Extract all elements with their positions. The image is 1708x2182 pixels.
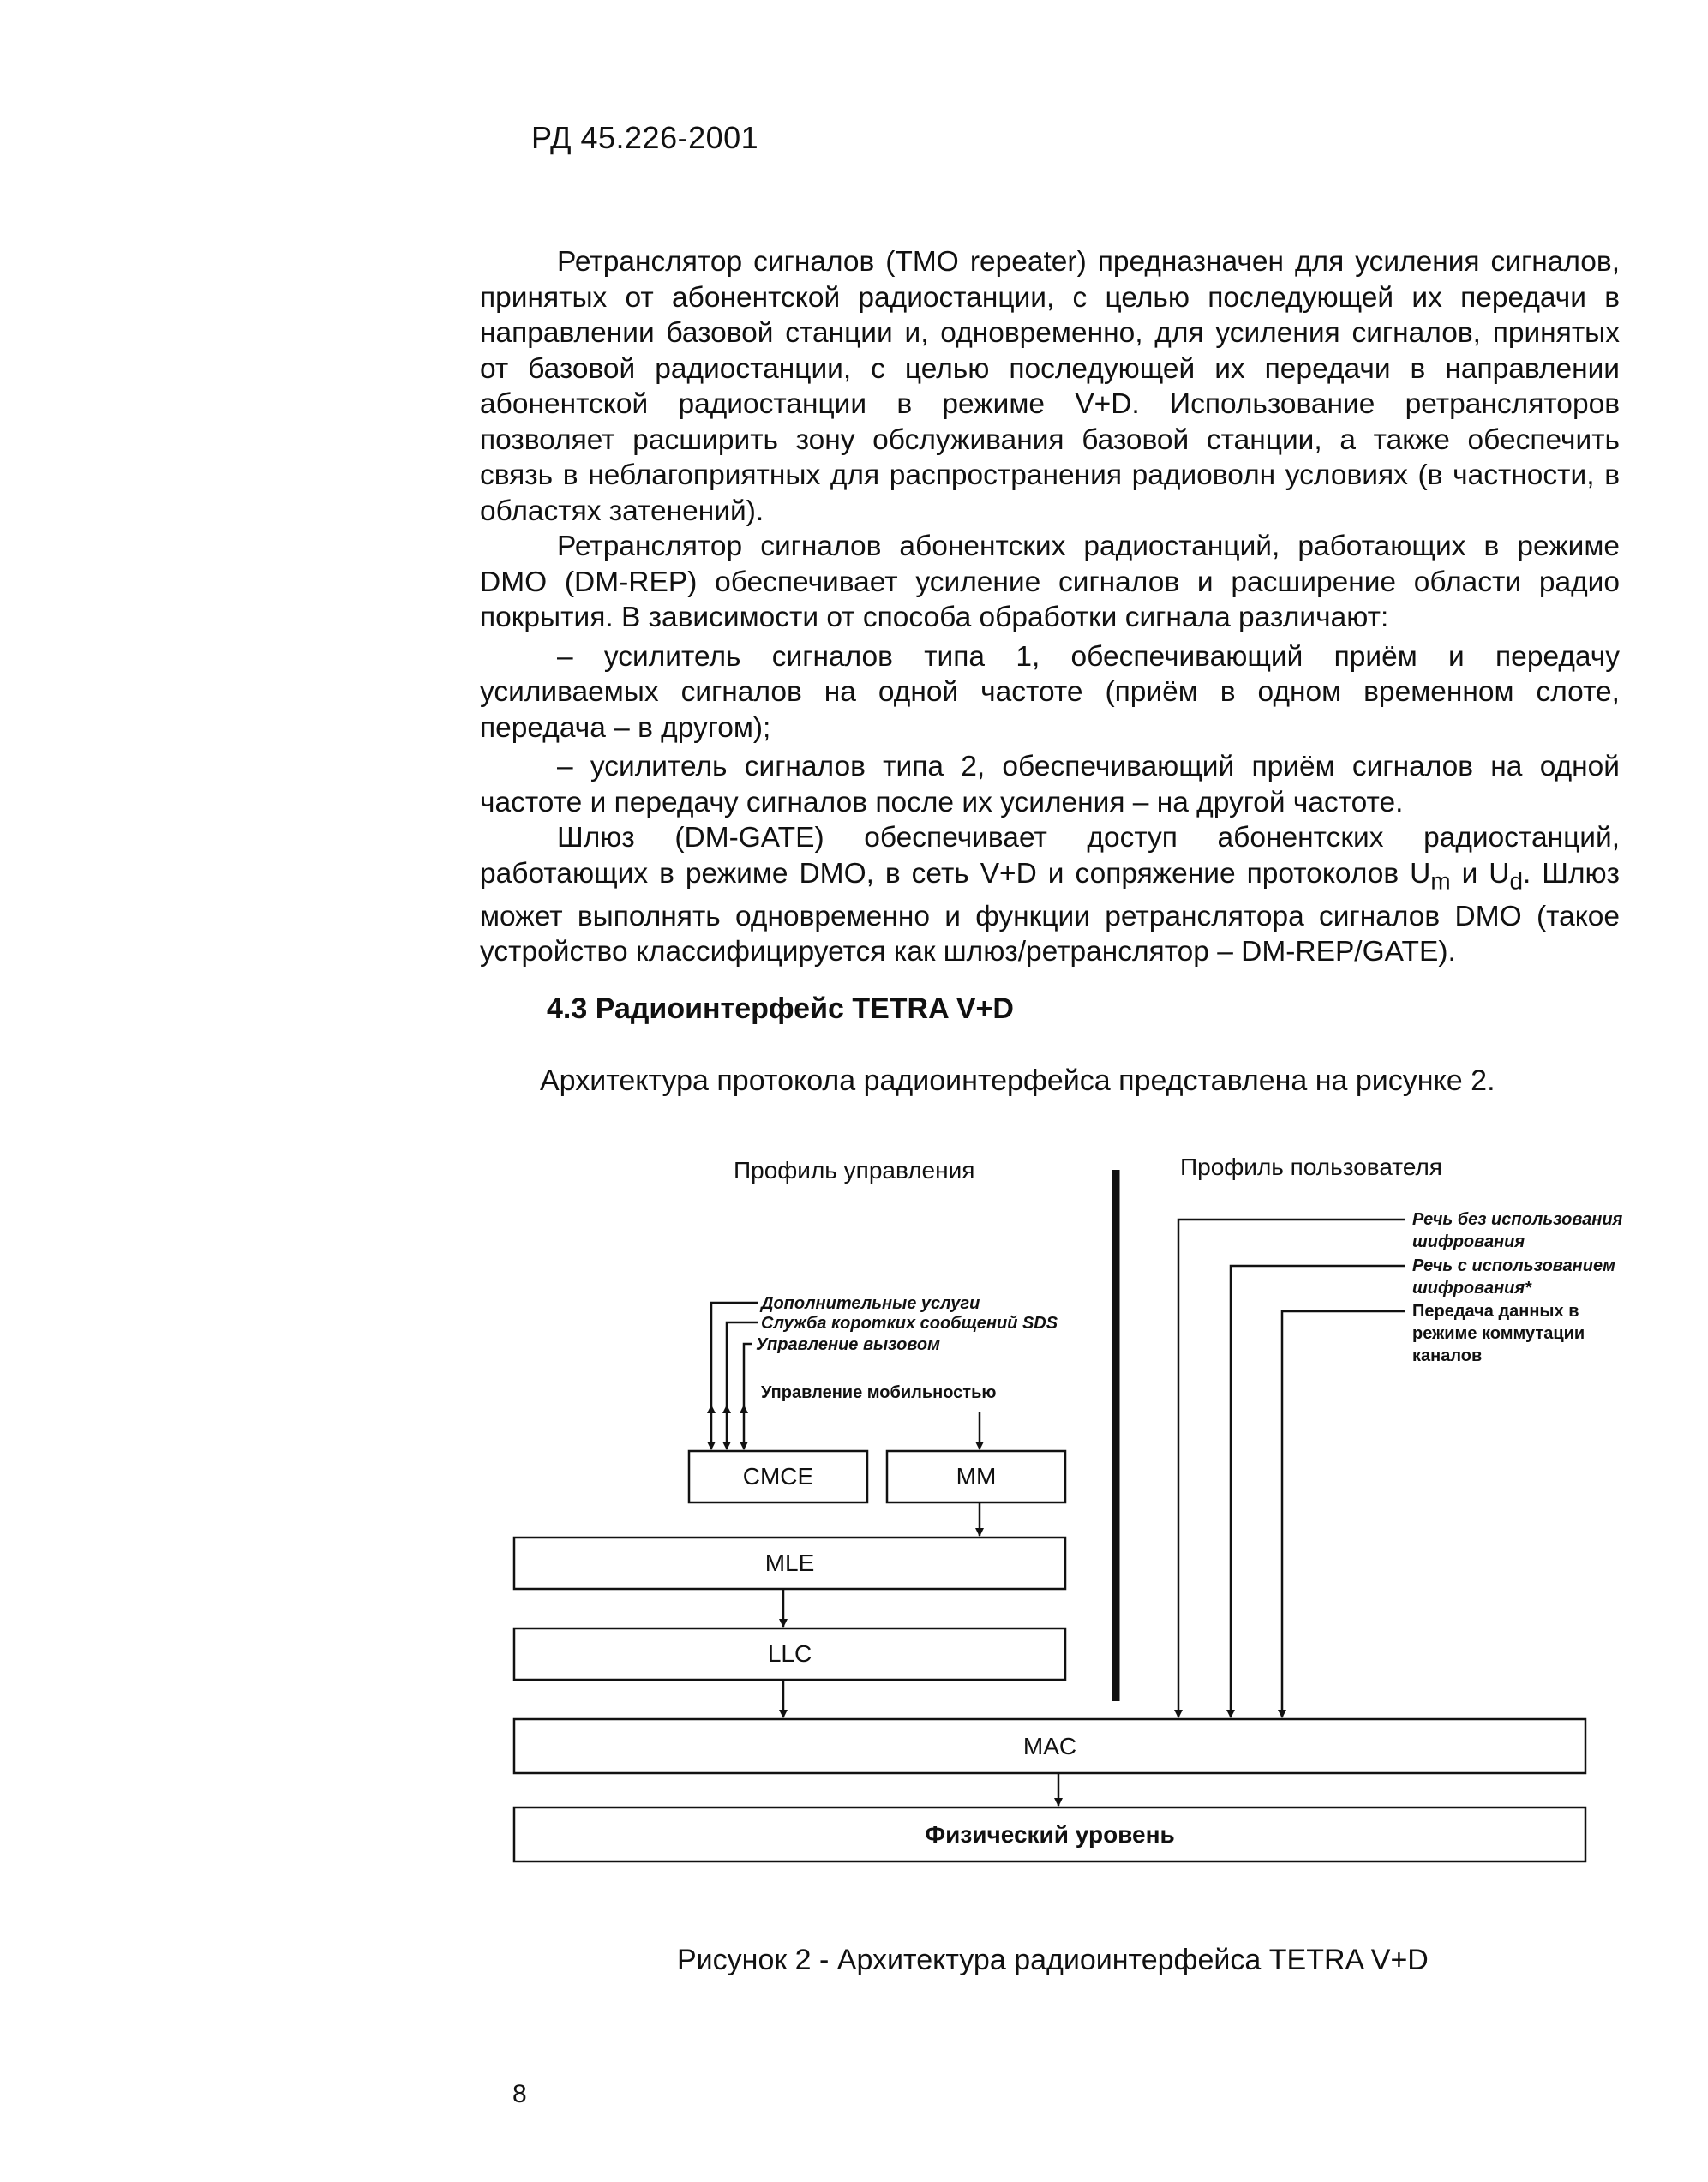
body-text	[480, 244, 1620, 970]
paragraph-dm-gate	[480, 820, 1620, 970]
gate-sub-m: m	[1430, 867, 1451, 895]
control-profile-title: Профиль управления	[734, 1157, 975, 1184]
service-mobility: Управление мобильностью	[761, 1383, 997, 1402]
user-service-encrypted-speech: Речь с использованием шифрования*	[1412, 1256, 1615, 1298]
phy-label: Физический уровень	[925, 1820, 1175, 1848]
arrow-circuit-data	[1282, 1311, 1405, 1717]
page-number: 8	[512, 2080, 527, 2108]
paragraph-dm-rep: Ретранслятор сигналов абонентских радиостанций, работающих в режиме DMO (DM-REP) обеспечивает усиление сигналов и расширение области радио покрытия. В зависимости от способа обработки сигнала различают:	[480, 531, 1620, 633]
service-sds: Служба коротких сообщений SDS	[761, 1314, 1058, 1333]
gate-text-1: Шлюз (DM-GATE) обеспечивает доступ абонентских радиостанций, работающих в режиме DMO, в сеть V+D и сопряжение протоколов U	[480, 822, 1620, 890]
llc-label: LLC	[767, 1640, 812, 1667]
paragraph-tmo-repeater: Ретранслятор сигналов (TMO repeater) предназначен для усиления сигналов, принятых от абонентской радиостанции, с целью последующей их передачи в направлении базовой станции и, одновременно, для усиления сигналов, принятых от базовой радиостанции, с целью последующей их передачи в направлении абонентской радиостанции в режиме V+D. Использование ретрансляторов позволяет расширить зону обслуживания базовой станции, а также обеспечить связь в неблагоприятных для распространения радиоволн условиях (в частности, в областях затенений).	[480, 246, 1620, 527]
arrow-supplementary	[711, 1303, 758, 1406]
document-header: РД 45.226-2001	[531, 120, 759, 155]
gate-sub-d: d	[1509, 867, 1523, 895]
service-supplementary: Дополнительные услуги	[761, 1294, 980, 1313]
arrow-sds	[727, 1322, 758, 1406]
architecture-figure	[480, 1140, 1654, 1928]
arrow-clear-speech	[1178, 1220, 1405, 1717]
section-heading: 4.3 Радиоинтерфейс TETRA V+D	[547, 992, 1014, 1025]
cmce-label: CMCE	[742, 1463, 814, 1490]
gate-text-3: . Шлюз может выполнять одновременно и функции ретранслятора сигналов DMO (такое устройство классифицируется как шлюз/ретранслятор – DM-REP/GATE).	[480, 857, 1620, 968]
list-item-type1: – усилитель сигналов типа 1, обеспечивающий приём и передачу усиливаемых сигналов на одной частоте (приём в одном временном слоте, передача – в другом);	[480, 640, 1620, 744]
service-call-control: Управление вызовом	[756, 1335, 940, 1354]
user-service-circuit-data: Передача данных в режиме коммутации каналов	[1412, 1302, 1585, 1365]
figure-caption: Рисунок 2 - Архитектура радиоинтерфейса TETRA V+D	[677, 1944, 1429, 1976]
mac-label: MAC	[1022, 1732, 1077, 1759]
gate-text-2: и U	[1450, 857, 1510, 890]
mle-label: MLE	[764, 1550, 815, 1576]
arrow-encrypted-speech	[1231, 1266, 1405, 1717]
mm-label: MM	[956, 1463, 997, 1490]
arrow-call-control	[744, 1344, 752, 1406]
list-item-type2: – усилитель сигналов типа 2, обеспечивающий приём сигналов на одной частоте и передачу сигналов после их усиления – на другой частоте.	[480, 751, 1620, 818]
user-service-clear-speech: Речь без использования шифрования	[1412, 1210, 1623, 1251]
figure-intro: Архитектура протокола радиоинтерфейса представлена на рисунке 2.	[540, 1064, 1495, 1097]
user-profile-title: Профиль пользователя	[1180, 1154, 1442, 1180]
